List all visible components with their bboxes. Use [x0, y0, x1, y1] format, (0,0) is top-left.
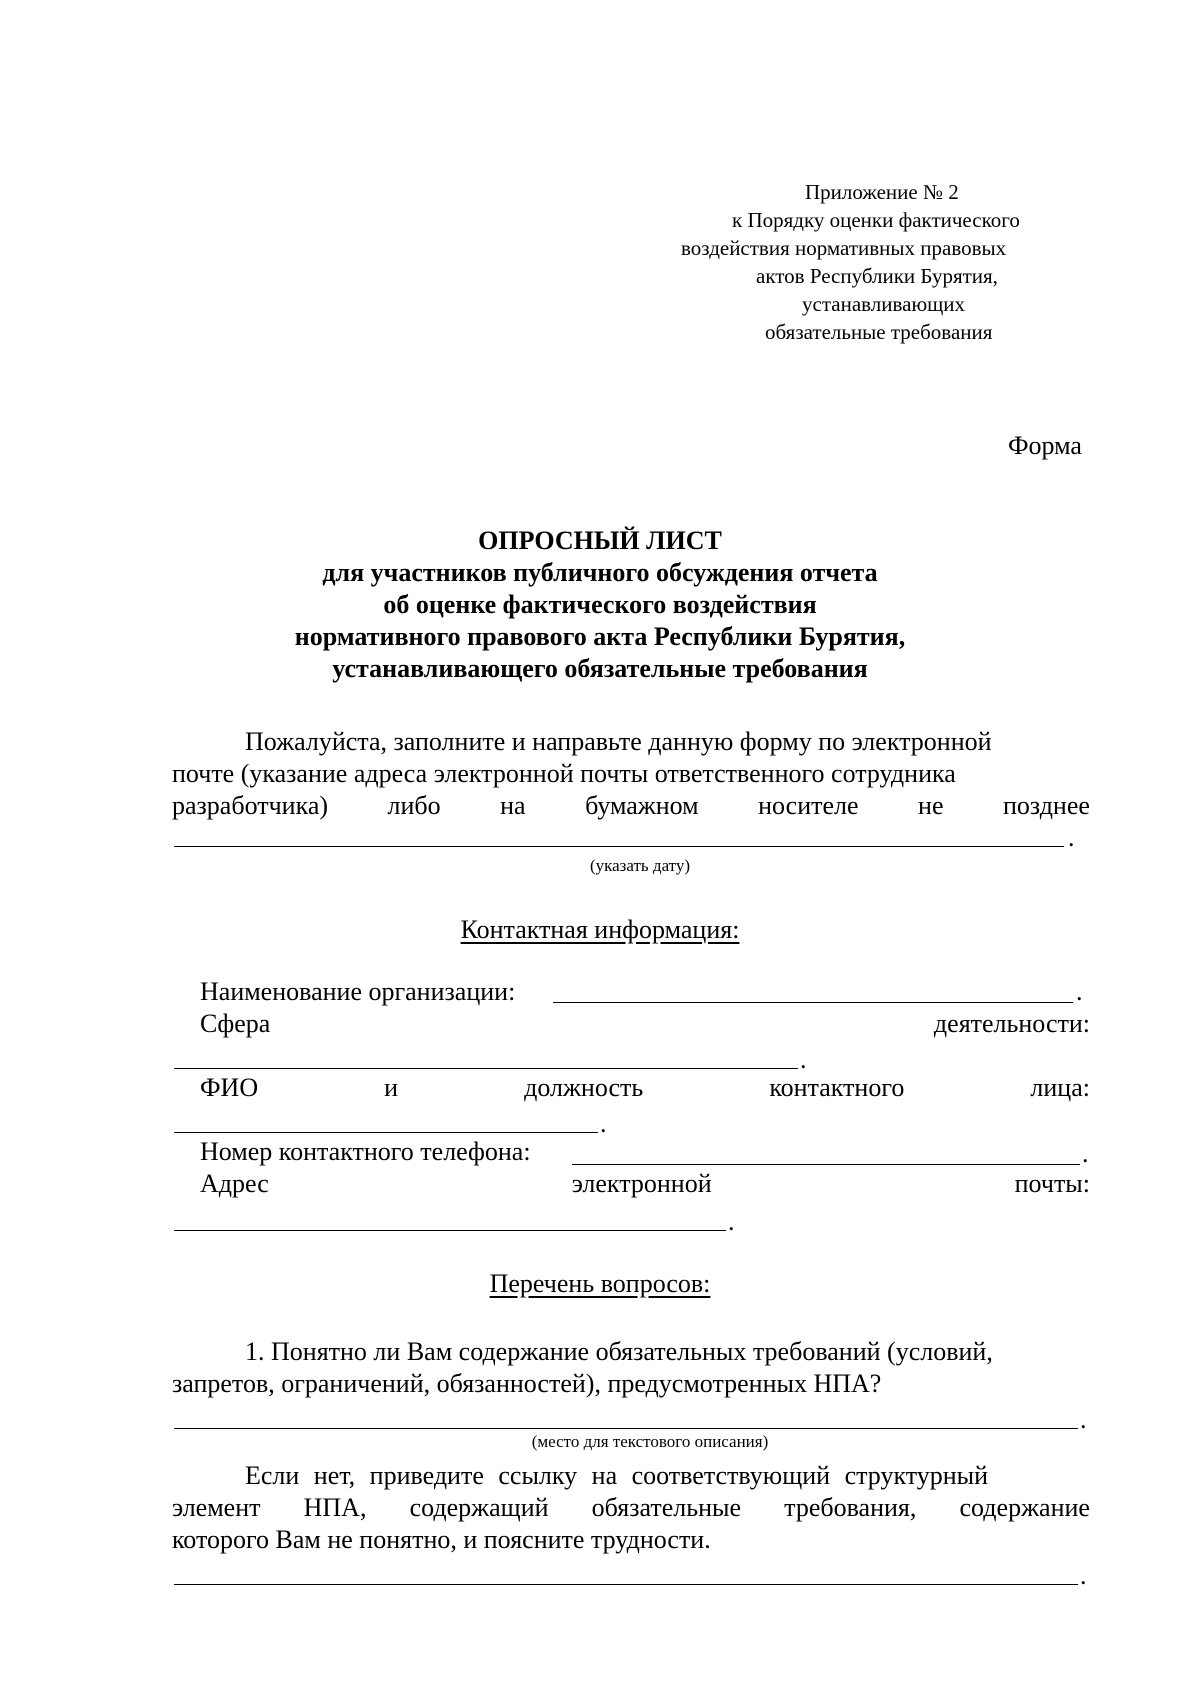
appendix-line: обязательные требования [765, 320, 993, 344]
questions-heading: Перечень вопросов: [489, 1269, 711, 1298]
intro-line: почте (указание адреса электронной почты ответственного сотрудника [172, 759, 956, 788]
sphere-fill-line[interactable] [174, 1068, 798, 1069]
appendix-line: к Порядку оценки фактического [732, 208, 1020, 232]
title-line: об оценке фактического воздействия [383, 590, 817, 619]
word: носителе [758, 791, 859, 820]
word: лица: [1030, 1073, 1090, 1102]
sphere-line [200, 1008, 1090, 1040]
word: деятельности: [933, 1009, 1090, 1038]
appendix-line: Приложение № 2 [805, 180, 959, 204]
title-line: нормативного правового акта Республики Бурятия, [294, 622, 906, 651]
ifnot-justified-line [172, 1492, 1090, 1524]
word: должность [524, 1073, 644, 1102]
word: либо [387, 791, 441, 820]
period: . [1076, 977, 1083, 1006]
ifnot-line: которого Вам не понятно, и поясните трудности. [172, 1525, 711, 1554]
word: элемент [172, 1493, 261, 1522]
answer-fill-line[interactable] [174, 1584, 1078, 1585]
title-line: устанавливающего обязательные требования [332, 654, 868, 683]
period: . [600, 1109, 607, 1138]
date-hint: (указать дату) [589, 856, 691, 875]
word: на [500, 791, 526, 820]
word: Сфера [200, 1009, 271, 1038]
title-line: ОПРОСНЫЙ ЛИСТ [478, 526, 722, 555]
word: контактного [769, 1073, 905, 1102]
word: обязательные [591, 1493, 742, 1522]
period: . [1080, 1561, 1087, 1590]
period: . [800, 1045, 807, 1074]
word: НПА, [303, 1493, 367, 1522]
email-fill-line[interactable] [174, 1230, 726, 1231]
appendix-line: воздействия нормативных правовых [681, 236, 1007, 260]
word: разработчика) [172, 791, 329, 820]
period: . [1082, 1139, 1089, 1168]
fio-line [200, 1072, 1090, 1104]
intro-line: Пожалуйста, заполните и направьте данную форму по электронной [245, 727, 992, 756]
ifnot-line [245, 1460, 1090, 1492]
form-label: Форма [1008, 431, 1082, 460]
org-fill-line[interactable] [553, 1002, 1073, 1003]
word: Адрес [200, 1169, 269, 1198]
word: электронной [571, 1169, 712, 1198]
intro-justified-line [172, 790, 1090, 822]
appendix-line: актов Республики Бурятия, [756, 264, 998, 288]
date-fill-line[interactable] [174, 846, 1064, 847]
word: и [384, 1073, 399, 1102]
title-line: для участников публичного обсуждения отчета [322, 558, 878, 587]
period: . [728, 1207, 735, 1236]
text-hint: (место для текстового описания) [531, 1432, 769, 1451]
phone-fill-line[interactable] [572, 1164, 1080, 1165]
word: ФИО [200, 1073, 259, 1102]
word: содержащий [409, 1493, 549, 1522]
word: не [918, 791, 944, 820]
period: . [1080, 1405, 1087, 1434]
period: . [1068, 823, 1075, 852]
appendix-line: устанавливающих [802, 292, 966, 316]
word: содержание [959, 1493, 1090, 1522]
email-line [200, 1168, 1090, 1200]
contacts-heading: Контактная информация: [460, 915, 740, 944]
phone-label: Номер контактного телефона: [200, 1137, 531, 1166]
ifnot-text: Если нет, приведите ссылку на соответствующий структурный [245, 1461, 989, 1490]
org-label: Наименование организации: [200, 977, 516, 1006]
question-line: запретов, ограничений, обязанностей), предусмотренных НПА? [172, 1369, 882, 1398]
word: требования, [784, 1493, 917, 1522]
word: позднее [1002, 791, 1090, 820]
answer-fill-line[interactable] [174, 1428, 1078, 1429]
word: бумажном [585, 791, 699, 820]
fio-fill-line[interactable] [174, 1132, 598, 1133]
word: почты: [1014, 1169, 1090, 1198]
question-line: 1. Понятно ли Вам содержание обязательных требований (условий, [245, 1337, 993, 1366]
